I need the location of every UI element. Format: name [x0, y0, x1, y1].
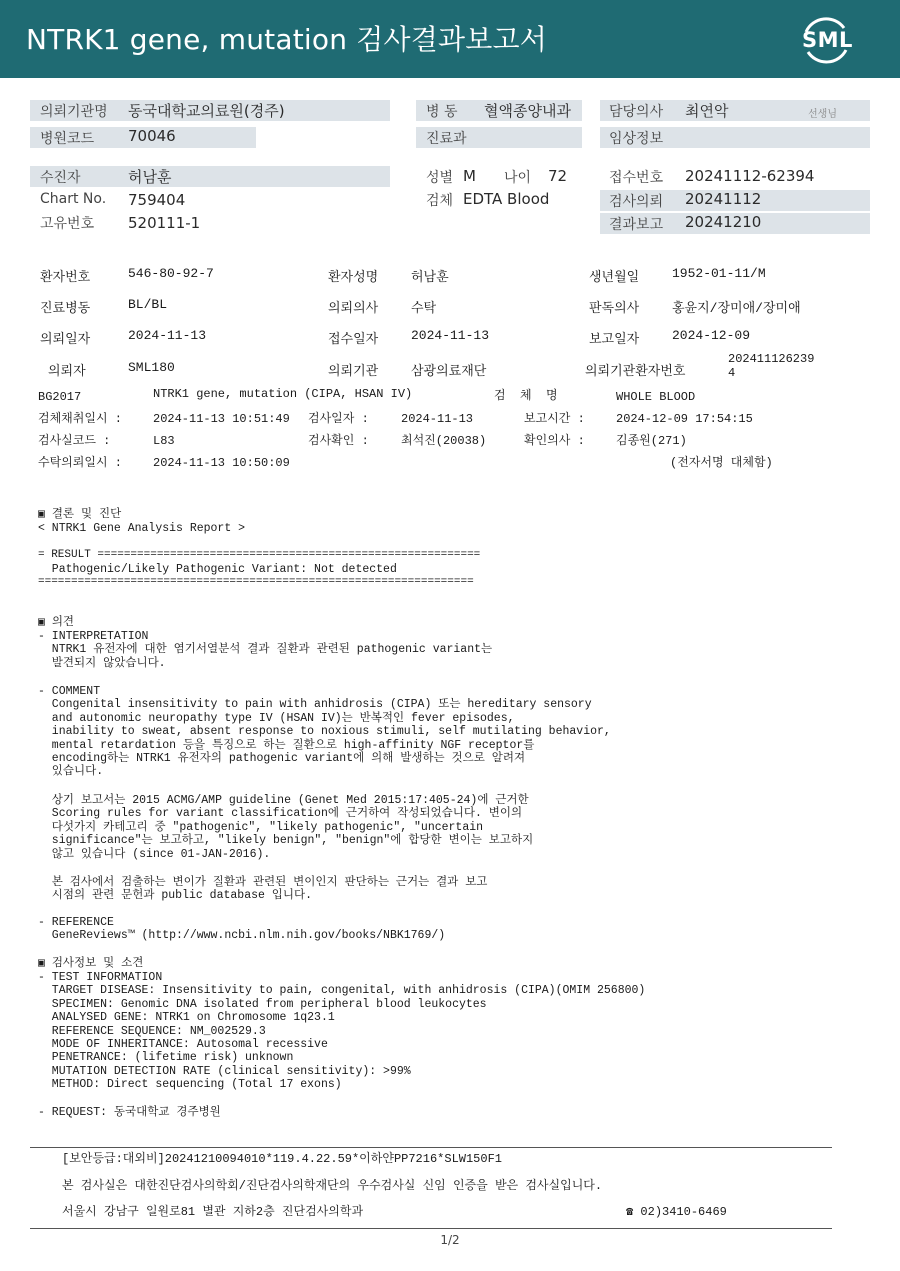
phone-line: ☎ 02)3410-6469: [626, 1205, 727, 1219]
req-doctor-value: 수탁: [411, 301, 437, 316]
interpretation: - INTERPRETATION NTRK1 유전자에 대한 염기서열분석 결과 질환과 관련된 pathogenic variant는 발견되지 않았습니다.: [38, 630, 493, 670]
recv-date-value: 2024-11-13: [411, 328, 490, 343]
req-inst-label: 의뢰기관: [328, 364, 379, 379]
result-footer: ==================================================================: [38, 576, 474, 588]
sml-logo: [796, 14, 854, 66]
req-date-value: 2024-11-13: [128, 328, 207, 343]
report-name: < NTRK1 Gene Analysis Report >: [38, 522, 246, 535]
security-line: [보안등급:대외비]20241210094010*119.4.22.59*이하얀PP7216*SLW150F1: [62, 1152, 502, 1166]
req-date-label: 의뢰일자: [40, 332, 91, 347]
footer-divider-bottom: [30, 1228, 832, 1229]
dob-value: 1952-01-11/M: [672, 266, 766, 281]
reader-value: 홍윤지/장미애/장미애: [672, 301, 801, 316]
specimen-value: EDTA Blood: [463, 190, 550, 208]
test-date-label: 검사일자 :: [308, 412, 369, 426]
dob-label: 생년월일: [589, 270, 640, 285]
result-header: = RESULT ==========================================================: [38, 549, 481, 561]
institution-label: 의뢰기관명: [40, 104, 108, 120]
report-header: [0, 0, 900, 78]
recv-date-label: 접수일자: [328, 332, 379, 347]
test-name: NTRK1 gene, mutation (CIPA, HSAN IV): [153, 387, 413, 401]
collect-label: 검체채취일시 :: [38, 412, 122, 426]
patient-value: 허남훈: [128, 168, 172, 186]
confirm-doc-value: 김종원(271): [616, 434, 687, 448]
reference: - REFERENCE GeneReviews™ (http://www.ncbi.nlm.nih.gov/books/NBK1769/): [38, 916, 446, 943]
report-title: NTRK1 gene, mutation 검사결과보고서: [26, 23, 547, 56]
pi-ward-value: BL/BL: [128, 297, 168, 312]
chart-no-label: Chart No.: [40, 191, 107, 207]
page-number: 1/2: [440, 1233, 460, 1247]
confirm-value: 최석진(20038): [401, 434, 487, 448]
test-info-title: ▣ 검사정보 및 소견: [38, 957, 144, 970]
comment: - COMMENT Congenital insensitivity to pain with anhidrosis (CIPA) 또는 hereditary sensory and autonomic neuropathy type IV (HSAN IV)는 반복적인 fever episodes, inability to sweat, absent response to noxious stimuli, self mutilating behavior, mental retardation 등을 특징으로 하는 질환으로 high-affinity NGF receptor를 encoding하는 NTRK1 유전자의 pathogenic variant에 의해 발생하는 것으로 알려져 있습니다.: [38, 685, 611, 779]
patient-name-value: 허남훈: [411, 270, 449, 285]
ward-label: 병 동: [426, 104, 458, 120]
inst-patient-no-line1: 202411126239: [728, 352, 815, 366]
rep-date-label: 보고일자: [589, 332, 640, 347]
receipt-no-label: 접수번호: [609, 170, 664, 186]
hospital-code-value: 70046: [128, 127, 176, 145]
basis-note: 본 검사에서 검출하는 변이가 질환과 관련된 변이인지 판단하는 근거는 결과 보고 시점의 관련 문헌과 public database 입니다.: [51, 876, 488, 903]
lab-code-label: 검사실코드 :: [38, 434, 111, 448]
chart-no-value: 759404: [128, 191, 186, 209]
test-code: BG2017: [38, 390, 82, 404]
doctor-value: 최연악: [685, 102, 729, 120]
footer-divider-top: [30, 1147, 832, 1148]
doctor-label: 담당의사: [609, 104, 664, 120]
pi-ward-label: 진료병동: [40, 301, 91, 316]
certification-line: 본 검사실은 대한진단검사의학회/진단검사의학재단의 우수검사실 신임 인증을 받은 검사실입니다.: [62, 1179, 603, 1193]
confirm-doc-label: 확인의사 :: [524, 434, 585, 448]
conclusion-title: ▣ 결론 및 진단: [38, 508, 122, 521]
patient-name-label: 환자성명: [328, 270, 379, 285]
report-date-value: 20241210: [685, 213, 762, 231]
rep-date-value: 2024-12-09: [672, 328, 751, 343]
receipt-no-value: 20241112-62394: [685, 167, 815, 185]
report-time-value: 2024-12-09 17:54:15: [616, 412, 753, 426]
confirm-label: 검사확인 :: [308, 434, 369, 448]
unique-no-label: 고유번호: [40, 216, 95, 232]
requester-label: 의뢰자: [48, 364, 86, 379]
req-doctor-label: 의뢰의사: [328, 301, 379, 316]
sex-value: M: [463, 167, 476, 185]
hospital-code-label: 병원코드: [40, 131, 95, 147]
patient-box: [30, 166, 390, 187]
report-time-label: 보고시간 :: [524, 412, 585, 426]
institution-value: 동국대학교의료원(경주): [128, 102, 285, 120]
esign-note: (전자서명 대체함): [670, 456, 773, 470]
ward-value: 혈액종양내과: [484, 102, 571, 120]
lab-code-value: L83: [153, 434, 175, 448]
req-inst-value: 삼광의료재단: [411, 364, 487, 379]
age-value: 72: [548, 167, 568, 185]
request: - REQUEST: 동국대학교 경주병원: [38, 1106, 221, 1119]
address-line: 서울시 강남구 일원로81 별관 지하2층 진단검사의학과: [62, 1205, 364, 1219]
patient-label: 수진자: [40, 170, 81, 186]
age-label: 나이: [504, 170, 532, 186]
patient-no-value: 546-80-92-7: [128, 266, 214, 281]
patient-no-label: 환자번호: [40, 270, 91, 285]
test-info: - TEST INFORMATION TARGET DISEASE: Insensitivity to pain, congenital, with anhidrosis (CIPA)(OMIM 256800) SPECIMEN: Genomic DNA isolated from peripheral blood leukocytes ANALYSED GENE: NTRK1 on Chromosome 1q23.1 REFERENCE SEQUENCE: NM_002529.3 MODE OF INHERITANCE: Autosomal recessive PENETRANCE: (lifetime risk) unknown MUTATION DETECTION RATE (clinical sensitivity): >99% METHOD: Direct sequencing (Total 17 exons): [38, 971, 646, 1092]
reader-label: 판독의사: [589, 301, 640, 316]
consign-label: 수탁의뢰일시 :: [38, 456, 122, 470]
result-value: Pathogenic/Likely Pathogenic Variant: Not detected: [38, 563, 397, 576]
doctor-suffix: 선생님: [808, 109, 837, 120]
specimen-label: 검체: [426, 193, 454, 209]
report-date-label: 결과보고: [609, 217, 664, 233]
specimen-name-label: 검 체 명: [494, 389, 558, 403]
acmg-note: 상기 보고서는 2015 ACMG/AMP guideline (Genet Med 2015:17:405-24)에 근거한 Scoring rules for variant classification에 근거하여 작성되었습니다. 변이의 다섯가지 카테고리 중 "pathogenic", "likely pathogenic", "uncertain significance"는 보고하고, "likely benign", "benign"에 합당한 변이는 보고하지 않고 있습니다 (since 01-JAN-2016).: [51, 794, 534, 861]
specimen-name-value: WHOLE BLOOD: [616, 390, 696, 404]
opinion-title: ▣ 의견: [38, 616, 75, 629]
sex-label: 성별: [426, 170, 454, 186]
requester-value: SML180: [128, 360, 175, 375]
request-date-value: 20241112: [685, 190, 762, 208]
clinical-info-label: 임상정보: [609, 131, 664, 147]
test-date-value: 2024-11-13: [401, 412, 474, 426]
department-label: 진료과: [426, 131, 467, 147]
collect-value: 2024-11-13 10:51:49: [153, 412, 290, 426]
logo-text: SML: [802, 28, 853, 52]
inst-patient-no-line2: 4: [728, 366, 736, 380]
inst-patient-no-label: 의뢰기관환자번호: [585, 364, 686, 379]
consign-value: 2024-11-13 10:50:09: [153, 456, 290, 470]
unique-no-value: 520111-1: [128, 214, 201, 232]
request-date-label: 검사의뢰: [609, 194, 664, 210]
